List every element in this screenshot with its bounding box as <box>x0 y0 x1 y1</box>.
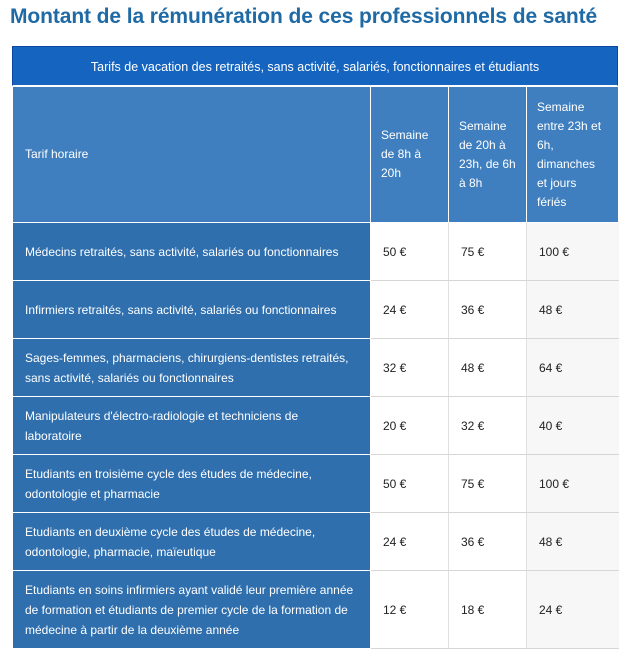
row-label: Médecins retraités, sans activité, salariés ou fonctionnaires <box>13 223 371 281</box>
rate-evening: 75 € <box>449 455 527 513</box>
table-row <box>13 223 619 281</box>
row-label: Etudiants en troisième cycle des études de médecine, odontologie et pharmacie <box>13 455 371 513</box>
row-label: Etudiants en soins infirmiers ayant validé leur première année de formation et étudiants de premier cycle de la formation de médecine à partir de la deuxième année <box>13 571 371 649</box>
rates-table <box>12 86 619 649</box>
rate-night: 48 € <box>527 281 619 339</box>
rate-evening: 48 € <box>449 339 527 397</box>
rate-night: 100 € <box>527 455 619 513</box>
rate-day: 32 € <box>371 339 449 397</box>
rate-evening: 36 € <box>449 513 527 571</box>
row-label: Sages-femmes, pharmaciens, chirurgiens-dentistes retraités, sans activité, salariés ou fonctionnaires <box>13 339 371 397</box>
rate-day: 50 € <box>371 223 449 281</box>
header-semaine-soir: Semaine de 20h à 23h, de 6h à 8h <box>449 87 527 223</box>
table-row <box>13 397 619 455</box>
table-header-row <box>13 87 619 223</box>
rate-evening: 75 € <box>449 223 527 281</box>
table-row <box>13 339 619 397</box>
header-semaine-jour: Semaine de 8h à 20h <box>371 87 449 223</box>
header-tarif-horaire: Tarif horaire <box>13 87 371 223</box>
table-row <box>13 571 619 649</box>
table-row <box>13 281 619 339</box>
rate-day: 12 € <box>371 571 449 649</box>
table-row <box>13 513 619 571</box>
rate-night: 24 € <box>527 571 619 649</box>
rate-evening: 36 € <box>449 281 527 339</box>
row-label: Infirmiers retraités, sans activité, salariés ou fonctionnaires <box>13 281 371 339</box>
rate-day: 50 € <box>371 455 449 513</box>
rate-day: 24 € <box>371 281 449 339</box>
rate-day: 20 € <box>371 397 449 455</box>
rate-evening: 18 € <box>449 571 527 649</box>
rate-night: 64 € <box>527 339 619 397</box>
header-nuit-dimanche-feries: Semaine entre 23h et 6h, dimanches et jours fériés <box>527 87 619 223</box>
table-row <box>13 455 619 513</box>
rate-night: 100 € <box>527 223 619 281</box>
rate-day: 24 € <box>371 513 449 571</box>
row-label: Etudiants en deuxième cycle des études de médecine, odontologie, pharmacie, maïeutique <box>13 513 371 571</box>
page-title: Montant de la rémunération de ces professionnels de santé <box>10 5 598 28</box>
rates-table-container <box>12 46 618 649</box>
rate-evening: 32 € <box>449 397 527 455</box>
table-caption: Tarifs de vacation des retraités, sans activité, salariés, fonctionnaires et étudiants <box>12 46 618 86</box>
rate-night: 48 € <box>527 513 619 571</box>
row-label: Manipulateurs d'électro-radiologie et techniciens de laboratoire <box>13 397 371 455</box>
rate-night: 40 € <box>527 397 619 455</box>
